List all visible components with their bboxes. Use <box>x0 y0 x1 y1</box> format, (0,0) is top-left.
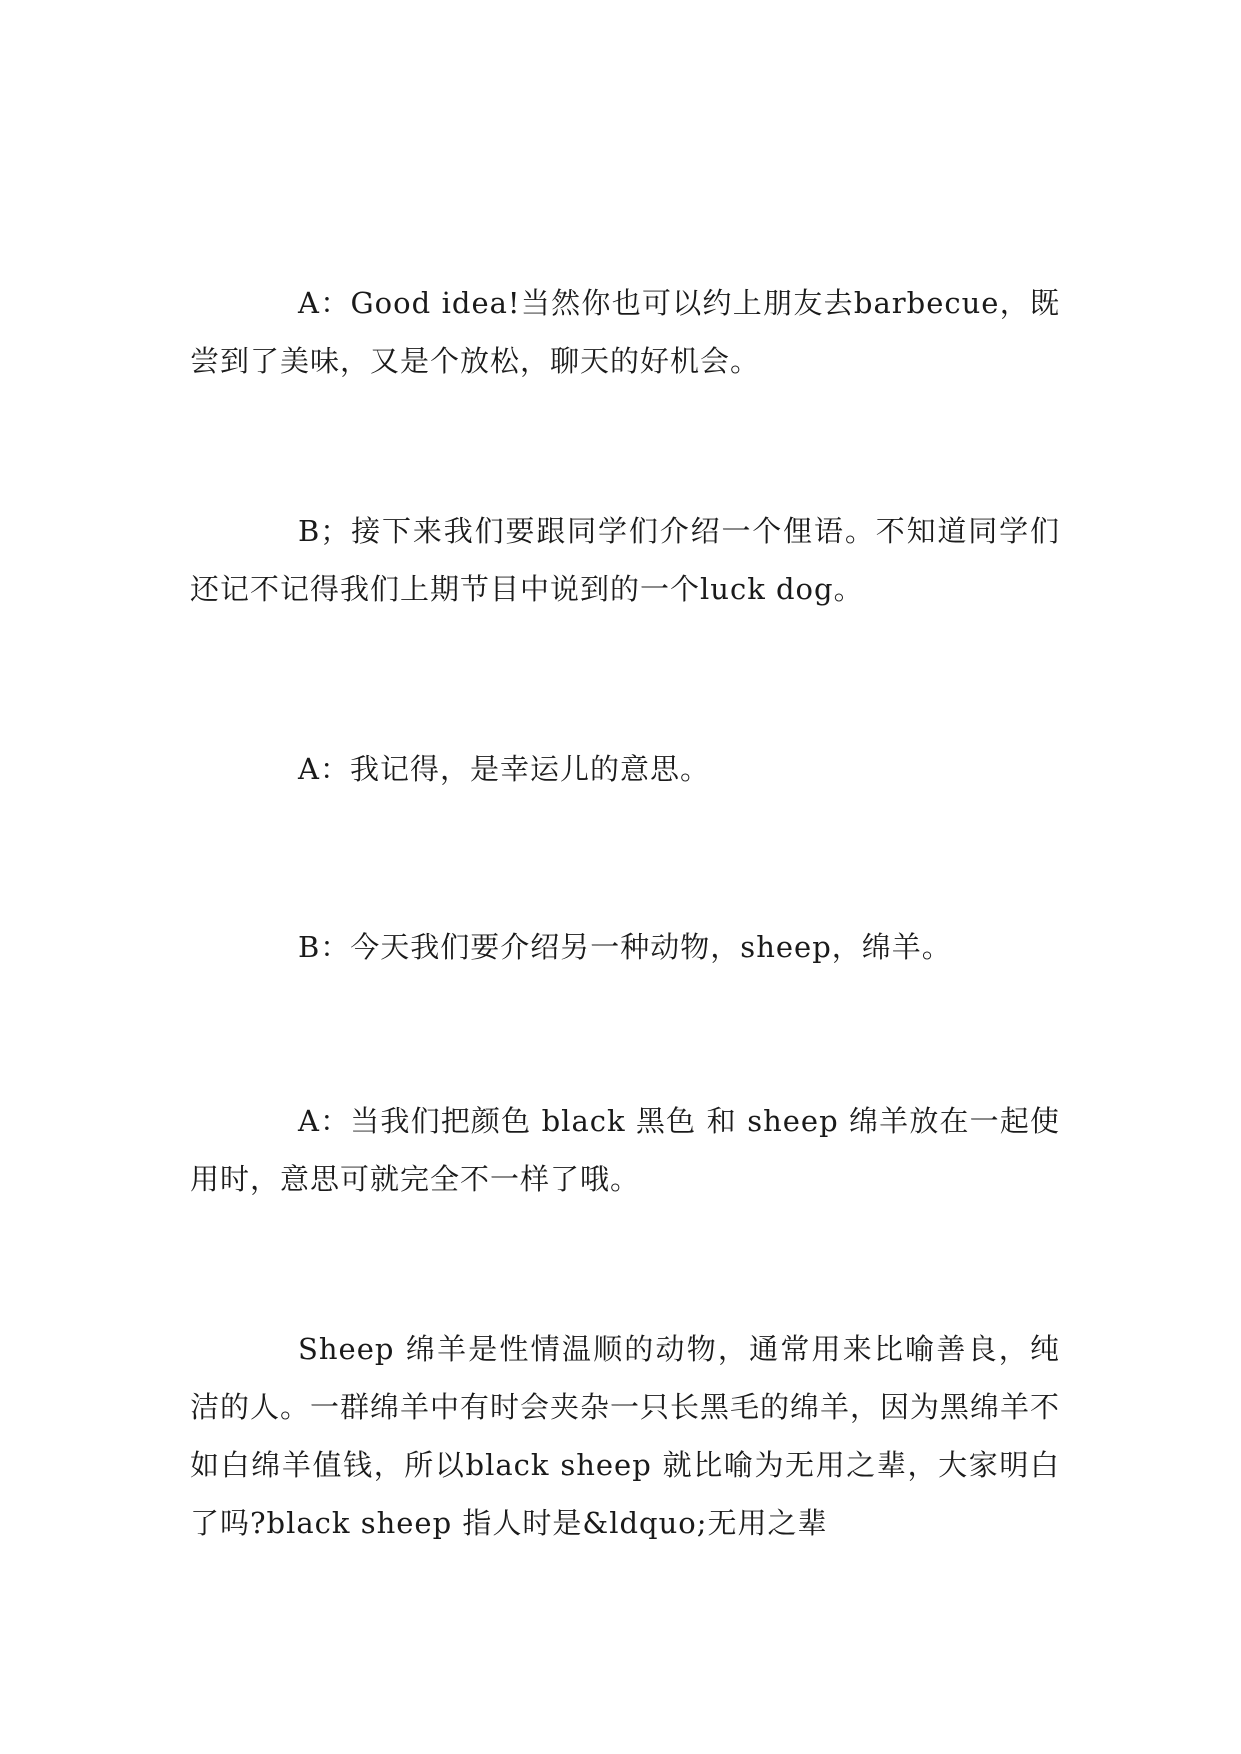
dialogue-paragraph-5: A：当我们把颜色 black 黑色 和 sheep 绵羊放在一起使用时，意思可就完全不一样了哦。 <box>190 1104 1060 1196</box>
explanation-paragraph: Sheep 绵羊是性情温顺的动物，通常用来比喻善良，纯洁的人。一群绵羊中有时会夹杂一只长黑毛的绵羊，因为黑绵羊不如白绵羊值钱，所以black sheep 就比喻为无用之辈，大家明白了吗?black sheep 指人时是&ldquo;无用之辈 <box>190 1332 1061 1540</box>
dialogue-paragraph-1: A：Good idea!当然你也可以约上朋友去barbecue，既尝到了美味，又是个放松，聊天的好机会。 <box>190 286 1060 378</box>
dialogue-paragraph-3: A：我记得，是幸运儿的意思。 <box>298 752 710 786</box>
dialogue-paragraph-4: B：今天我们要介绍另一种动物，sheep，绵羊。 <box>298 930 952 964</box>
dialogue-paragraph-2: B；接下来我们要跟同学们介绍一个俚语。不知道同学们还记不记得我们上期节目中说到的一个luck dog。 <box>190 514 1060 606</box>
